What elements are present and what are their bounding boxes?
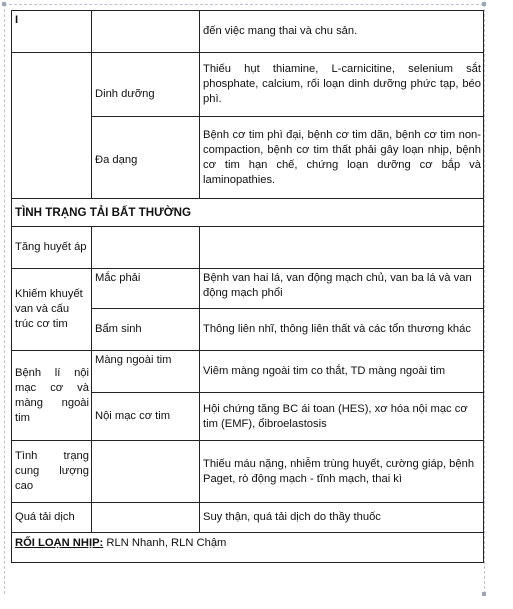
table-cell [92,441,200,503]
table-cell: I [12,11,92,53]
page-corner-marker [2,2,6,6]
section-title: RỐI LOẠN NHỊP: [15,537,104,549]
table-cell: Dinh dưỡng [92,53,200,117]
table-cell: Tăng huyết áp [12,227,92,269]
table-cell: Khiếm khuyết van và cấu trúc cơ tim [12,269,92,351]
section-text: RLN Nhanh, RLN Chậm [103,537,227,549]
table-cell: Bẩm sinh [92,309,200,351]
table-cell: đến việc mang thai và chu sản. [200,11,484,53]
table-row [12,227,484,269]
table-cell: Quá tải dịch [12,503,92,533]
table-cell [200,227,484,269]
section-header-row [12,199,484,227]
page-margin-guide-right [484,4,485,594]
table-row [12,269,484,309]
table-cell: Thiếu máu nặng, nhiễm trùng huyết, cường giáp, bệnh Paget, rò động mạch - tĩnh mạch, thai kì [200,441,484,503]
table-cell: Tình trạng cung lượng cao [12,441,92,503]
table-cell [92,11,200,53]
table-cell: Thông liên nhĩ, thông liên thất và các tổn thương khác [200,309,484,351]
table-row [12,503,484,533]
table-cell [92,503,200,533]
table-cell: Nội mạc cơ tim [92,393,200,441]
section-header-row [12,533,484,563]
table-row [12,11,484,53]
table-cell: Bệnh van hai lá, van động mạch chủ, van ba lá và van động mạch phổi [200,269,484,309]
table-cell: Mắc phải [92,269,200,309]
table-cell: Thiếu hụt thiamine, L-carnicitine, selenium sắt phosphate, calcium, rối loạn dinh dưỡng phức tạp, béo phì. [200,53,484,117]
page-margin-guide-left [4,4,5,594]
table-cell: Bệnh cơ tim phì đại, bệnh cơ tim dãn, bệnh cơ tim non-compaction, bệnh cơ tim thất phải gây loạn nhịp, bệnh cơ tim hạn chế, chứng loạn dưỡng cơ bắp và laminopathies. [200,117,484,199]
table-cell [92,227,200,269]
table-cell: Viêm màng ngoài tim co thắt, TD màng ngoài tim [200,351,484,393]
table-row [12,351,484,393]
page-margin-guide-top [4,4,484,5]
section-title: TÌNH TRẠNG TẢI BẤT THƯỜNG [12,199,484,227]
table-cell [12,53,92,199]
table-cell [12,533,484,563]
table-row [12,441,484,503]
table-cell: Hội chứng tăng BC ái toan (HES), xơ hóa nội mạc cơ tim (EMF), ổibroelastosis [200,393,484,441]
table-cell: Suy thận, quá tải dịch do thầy thuốc [200,503,484,533]
table-row [12,53,484,117]
table-cell: Bệnh lí nội mạc cơ và màng ngoài tim [12,351,92,441]
page-corner-marker [482,2,486,6]
cardiomyopathy-causes-table [11,10,484,563]
table-cell: Màng ngoài tim [92,351,200,393]
table-cell: Đa dạng [92,117,200,199]
page-corner-marker [482,592,486,596]
